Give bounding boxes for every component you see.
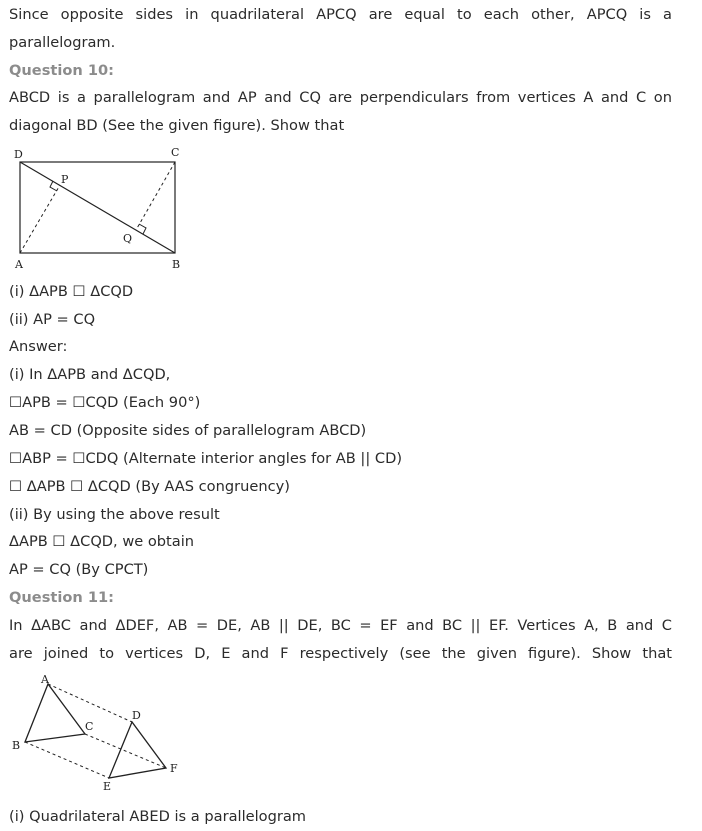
line-ad: [48, 684, 132, 722]
label-b: B: [12, 739, 21, 752]
label-d: D: [132, 709, 141, 722]
answer-line: AP = CQ (By CPCT): [9, 561, 149, 578]
label-e: E: [103, 780, 112, 793]
answer-line: ☐ABP = ☐CDQ (Alternate interior angles for AB || CD): [9, 450, 403, 467]
label-c: C: [85, 720, 94, 733]
question-10-part-i: (i) ΔAPB ☐ ΔCQD: [9, 283, 134, 300]
joining-lines: [25, 684, 166, 778]
question-11-text: In ΔABC and ΔDEF, AB = DE, AB || DE, BC = EF and BC || EF. Vertices A, B and C: [9, 617, 672, 634]
label-b: B: [172, 258, 181, 271]
text-line: parallelogram.: [9, 34, 116, 51]
question-10-heading: Question 10:: [9, 62, 114, 79]
answer-line: (i) In ΔAPB and ΔCQD,: [9, 366, 171, 383]
question-11-heading: Question 11:: [9, 589, 114, 606]
answer-line: ☐ ΔAPB ☐ ΔCQD (By AAS congruency): [9, 478, 290, 495]
label-p: P: [61, 173, 69, 186]
label-d: D: [14, 148, 23, 161]
answer-label: Answer:: [9, 338, 68, 355]
label-f: F: [170, 762, 178, 775]
question-10-text: diagonal BD (See the given figure). Show that: [9, 117, 345, 134]
label-a: A: [41, 673, 49, 686]
triangle-def: [109, 722, 166, 778]
answer-line: ΔAPB ☐ ΔCQD, we obtain: [9, 533, 195, 550]
label-c: C: [171, 146, 180, 159]
label-a: A: [15, 258, 23, 271]
question-10-text: ABCD is a parallelogram and AP and CQ are perpendiculars from vertices A and C on: [9, 89, 672, 106]
triangle-abc: [25, 684, 85, 742]
perpendicular-cq: [136, 162, 175, 230]
text-line: Since opposite sides in quadrilateral APCQ are equal to each other, APCQ is a: [9, 6, 672, 23]
question-11-text: are joined to vertices D, E and F respectively (see the given figure). Show that: [9, 645, 672, 662]
triangles-figure: [8, 672, 194, 796]
answer-line: (ii) By using the above result: [9, 506, 220, 523]
perpendicular-ap: [20, 185, 60, 253]
line-be: [25, 742, 109, 778]
label-q: Q: [123, 232, 133, 245]
question-10-part-ii: (ii) AP = CQ: [9, 311, 96, 328]
diagonal-bd: [20, 162, 175, 253]
answer-line: ☐APB = ☐CQD (Each 90°): [9, 394, 201, 411]
question-11-part-i: (i) Quadrilateral ABED is a parallelogram: [9, 808, 307, 825]
answer-line: AB = CD (Opposite sides of parallelogram ABCD): [9, 422, 367, 439]
parallelogram-figure: [8, 142, 198, 274]
